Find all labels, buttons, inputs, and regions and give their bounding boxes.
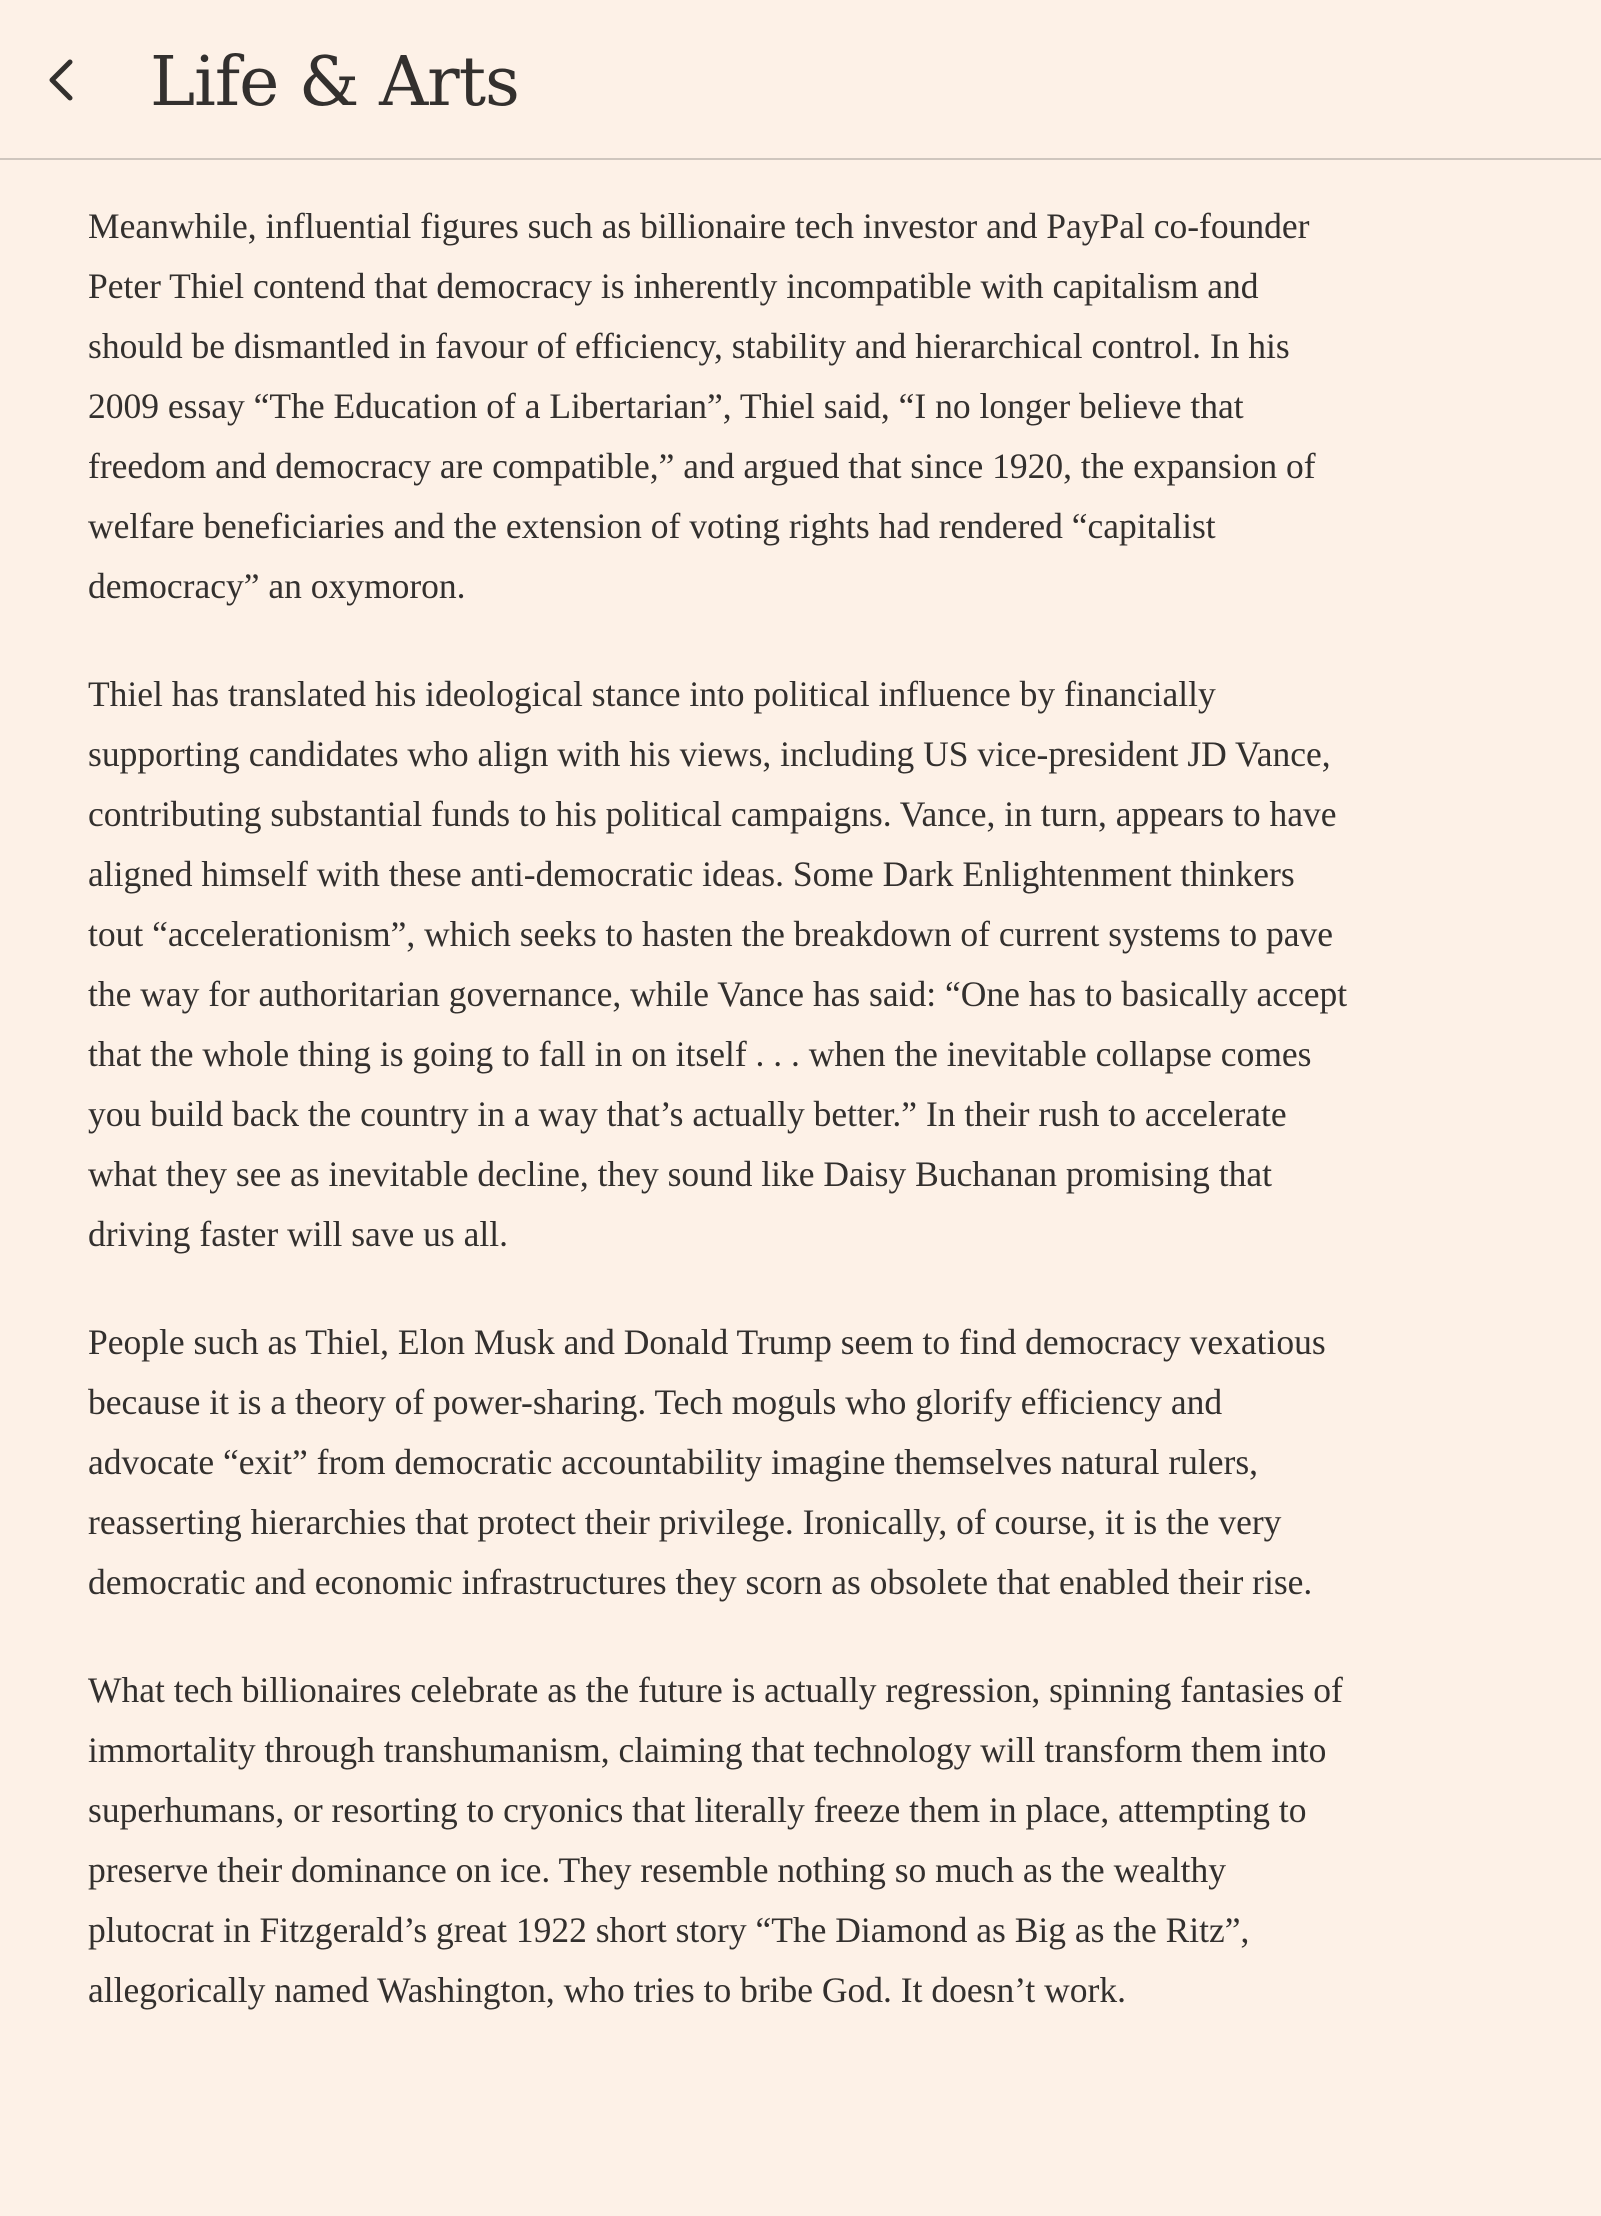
article-paragraph: Meanwhile, influential figures such as billionaire tech investor and PayPal co-founder Peter Thiel contend that democracy is inherently incompatible with capitalism and should be dismantled in favour of efficiency, stability and hierarchical control. In his 2009 essay “The Education of a Libertarian”, Thiel said, “I no longer believe that freedom and democracy are compatible,” and argued that since 1920, the expansion of welfare beneficiaries and the extension of voting rights had rendered “capitalist democracy” an oxymoron. — [88, 206, 1316, 606]
article-paragraph: People such as Thiel, Elon Musk and Donald Trump seem to find democracy vexatious because it is a theory of power-sharing. Tech moguls who glorify efficiency and advocate “exit” from democratic accountability imagine themselves natural rulers, reasserting hierarchies that protect their privilege. Ironically, of course, it is the very democratic and economic infrastructures they scorn as obsolete that enabled their rise. — [88, 1322, 1326, 1602]
article-paragraph: Thiel has translated his ideological stance into political influence by financially supporting candidates who align with his views, including US vice-president JD Vance, contributing substantial funds to his political campaigns. Vance, in turn, appears to have aligned himself with these anti-democratic ideas. Some Dark Enlightenment thinkers tout “accelerationism”, which seeks to hasten the breakdown of current systems to pave the way for authoritarian governance, while Vance has said: “One has to basically accept that the whole thing is going to fall in on itself . . . when the inevitable collapse comes you build back the country in a way that’s actually better.” In their rush to accelerate what they see as inevitable decline, they sound like Daisy Buchanan promising that driving faster will save us all. — [88, 674, 1348, 1254]
back-button[interactable] — [40, 50, 90, 110]
page-title: Life & Arts — [150, 43, 519, 122]
chevron-left-icon — [40, 50, 90, 110]
article-body — [88, 196, 1350, 2068]
top-bar — [0, 0, 1601, 160]
article-paragraph: What tech billionaires celebrate as the future is actually regression, spinning fantasies of immortality through transhumanism, claiming that technology will transform them into superhumans, or resorting to cryonics that literally freeze them in place, attempting to preserve their dominance on ice. They resemble nothing so much as the wealthy plutocrat in Fitzgerald’s great 1922 short story “The Diamond as Big as the Ritz”, allegorically named Washington, who tries to bribe God. It doesn’t work. — [88, 1670, 1343, 2010]
